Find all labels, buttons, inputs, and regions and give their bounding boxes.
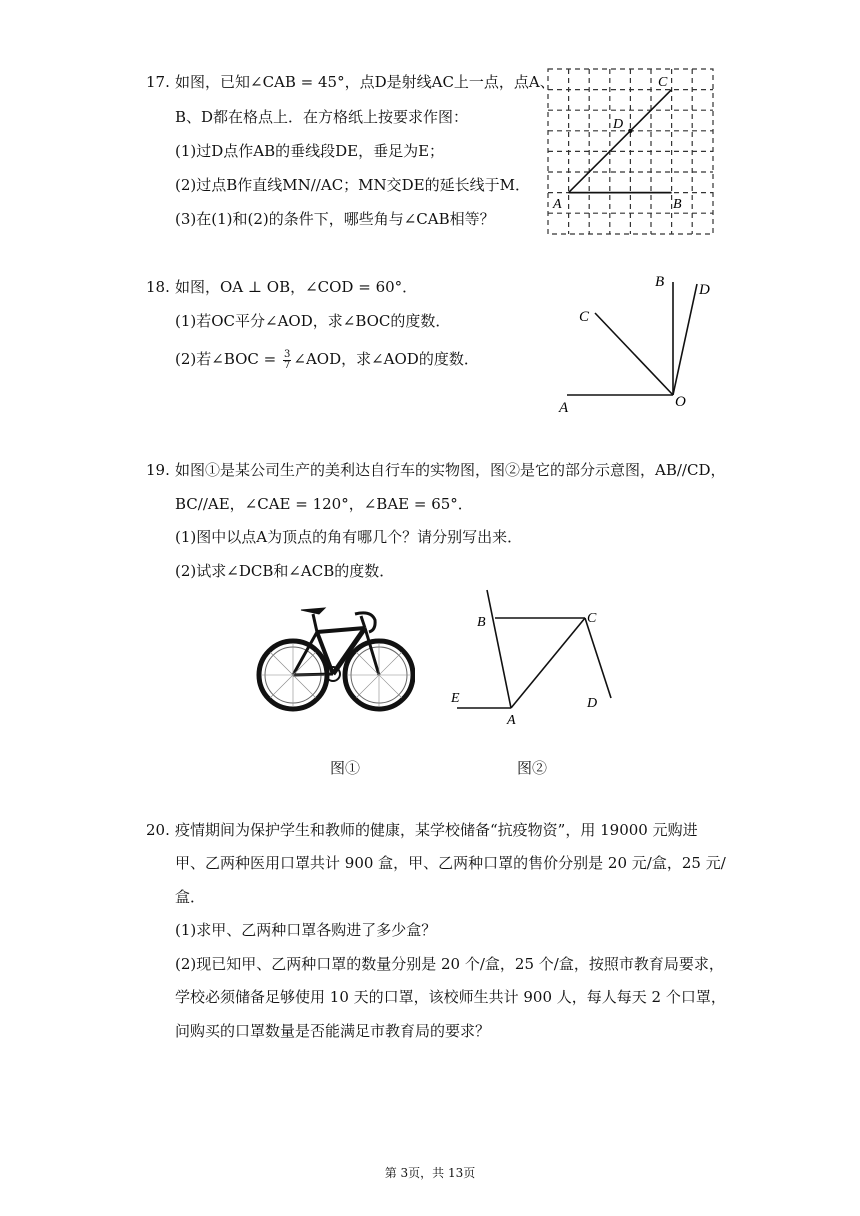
q17-line-2: B、D都在格点上．在方格纸上按要求作图：: [175, 108, 469, 126]
label-a: A: [559, 400, 569, 416]
q17-line-4: (2)过点B作直线MN//AC；MN交DE的延长线于M．: [175, 176, 530, 194]
label-b: B: [655, 274, 665, 290]
label-a: A: [507, 713, 516, 728]
q17-number: 17.: [146, 73, 170, 91]
q18-line-1: 如图，OA ⊥ OB，∠COD = 60°．: [175, 278, 418, 296]
label-b: B: [477, 615, 486, 630]
line-ab-extended: [487, 590, 511, 708]
q20-line-2: 甲、乙两种医用口罩共计 900 盒，甲、乙两种口罩的售价分别是 20 元/盒，25 元/: [175, 854, 726, 872]
q19-schematic-figure: [445, 588, 625, 728]
q20-line-5: (2)现已知甲、乙两种口罩的数量分别是 20 个/盒，25 个/盒，按照市教育局要求，: [175, 955, 724, 973]
label-a: A: [553, 197, 562, 212]
q20-line-1: 疫情期间为保护学生和教师的健康，某学校储备“抗疫物资”，用 19000 元购进: [175, 821, 698, 839]
label-d: D: [613, 117, 624, 132]
q20-line-4: (1)求甲、乙两种口罩各购进了多少盒？: [175, 921, 437, 939]
q18-fraction: [283, 350, 291, 371]
q20-line-6: 学校必须储备足够使用 10 天的口罩，该校师生共计 900 人，每人每天 2 个口罩，: [175, 988, 726, 1006]
q19-line-1: 如图①是某公司生产的美利达自行车的实物图，图②是它的部分示意图，AB//CD，: [175, 461, 726, 479]
label-e: E: [451, 691, 460, 706]
q18-number: 18.: [146, 278, 170, 296]
q17-grid-figure: [545, 66, 717, 238]
q18-angle-figure: [555, 268, 725, 418]
q19-number: 19.: [146, 461, 170, 479]
caption-figure-2: 图②: [517, 759, 548, 777]
label-b: B: [673, 197, 682, 212]
q18-line-3-b: ∠AOD，求∠AOD的度数．: [293, 350, 479, 368]
q18-fraction-num: 3: [284, 348, 291, 360]
label-d: D: [699, 282, 710, 298]
bicycle-photo: [255, 600, 415, 718]
caption-figure-1: 图①: [330, 759, 361, 777]
q17-line-1: 如图，已知∠CAB = 45°，点D是射线AC上一点，点A、: [175, 73, 555, 91]
ray-ac: [569, 90, 672, 193]
ray-od: [673, 284, 697, 395]
point-d: [628, 129, 632, 133]
segment-ac: [511, 618, 585, 708]
q18-fraction-den: 7: [284, 359, 291, 371]
q19-line-4: (2)试求∠DCB和∠ACB的度数．: [175, 562, 395, 580]
page-footer: 第 3页，共 13页: [384, 1166, 476, 1180]
q18-line-2: (1)若OC平分∠AOD，求∠BOC的度数．: [175, 312, 451, 330]
segment-cd: [585, 618, 611, 698]
label-c: C: [658, 75, 668, 90]
label-o: O: [675, 394, 686, 410]
q17-line-3: (1)过D点作AB的垂线段DE，垂足为E；: [175, 142, 445, 160]
q19-line-3: (1)图中以点A为顶点的角有哪几个？请分别写出来．: [175, 528, 523, 546]
q17-line-5: (3)在(1)和(2)的条件下，哪些角与∠CAB相等？: [175, 210, 495, 228]
q18-line-3-a: (2)若∠BOC =: [175, 350, 281, 368]
label-c: C: [579, 309, 590, 325]
ray-oc: [595, 313, 673, 395]
label-c: C: [587, 611, 597, 626]
q19-line-2: BC//AE，∠CAE = 120°，∠BAE = 65°．: [175, 495, 473, 513]
label-d: D: [587, 696, 598, 711]
q18-line-3: [175, 349, 479, 371]
q20-line-3: 盒．: [175, 888, 206, 906]
q20-line-7: 问购买的口罩数量是否能满足市教育局的要求？: [175, 1022, 491, 1040]
q20-number: 20.: [146, 821, 170, 839]
